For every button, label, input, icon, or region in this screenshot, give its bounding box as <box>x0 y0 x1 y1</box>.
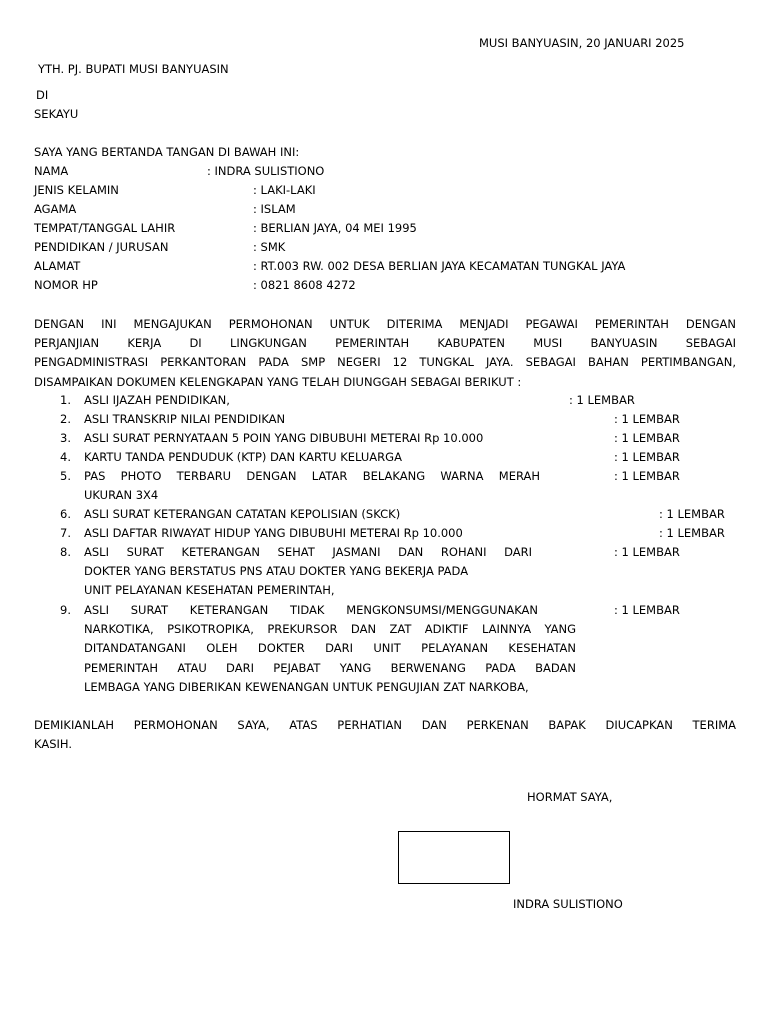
closing-line: DEMIKIANLAH PERMOHONAN SAYA, ATAS PERHATIAN DAN PERKENAN BAPAK DIUCAPKAN TERIMA <box>34 718 736 732</box>
list-item-text <box>84 391 564 410</box>
identity-value: : BERLIAN JAYA, 04 MEI 1995 <box>253 221 417 235</box>
list-item-line: KARTU TANDA PENDUDUK (KTP) DAN KARTU KELUARGA <box>84 450 402 464</box>
place-date: MUSI BANYUASIN, 20 JANUARI 2025 <box>479 36 685 50</box>
list-item-line: ASLI SURAT KETERANGAN CATATAN KEPOLISIAN (SKCK) <box>84 507 401 521</box>
signature-greeting: HORMAT SAYA, <box>527 790 613 804</box>
list-item-number: 9. <box>60 603 71 617</box>
identity-value: : SMK <box>253 240 286 254</box>
identity-value: : INDRA SULISTIONO <box>207 164 325 178</box>
list-item-line: DITANDATANGANI OLEH DOKTER DARI UNIT PELAYANAN KESEHATAN <box>84 641 576 656</box>
recipient-city: SEKAYU <box>34 107 79 121</box>
list-item-text <box>84 429 564 448</box>
list-item-line: DOKTER YANG BERSTATUS PNS ATAU DOKTER YANG BEKERJA PADA <box>84 564 469 579</box>
list-item-quantity: : 1 LEMBAR <box>569 393 635 407</box>
list-item-line: ASLI DAFTAR RIWAYAT HIDUP YANG DIBUBUHI METERAI Rp 10.000 <box>84 526 463 540</box>
identity-label: PENDIDIKAN / JURUSAN <box>34 240 169 254</box>
identity-label: TEMPAT/TANGGAL LAHIR <box>34 221 176 235</box>
list-item-number: 1. <box>60 393 71 407</box>
list-item-text <box>84 601 576 697</box>
list-item-quantity: : 1 LEMBAR <box>614 545 680 559</box>
recipient-di: DI <box>36 88 49 102</box>
list-item-quantity: : 1 LEMBAR <box>659 526 725 540</box>
identity-value: : LAKI-LAKI <box>253 183 316 197</box>
identity-label: NOMOR HP <box>34 278 98 292</box>
list-item-quantity: : 1 LEMBAR <box>659 507 725 521</box>
signature-name: INDRA SULISTIONO <box>513 897 623 911</box>
list-item-text <box>84 543 532 601</box>
list-item-quantity: : 1 LEMBAR <box>614 412 680 426</box>
identity-label: ALAMAT <box>34 259 81 273</box>
list-item-line: PAS PHOTO TERBARU DENGAN LATAR BELAKANG WARNA MERAH <box>84 469 540 483</box>
list-item-text <box>84 448 564 467</box>
stamp-box <box>398 831 510 884</box>
list-item-text <box>84 505 564 524</box>
list-item-text <box>84 524 564 543</box>
list-item-line: ASLI SURAT KETERANGAN TIDAK MENGKONSUMSI/MENGGUNAKAN <box>84 603 538 617</box>
list-item-text <box>84 410 564 429</box>
list-item-quantity: : 1 LEMBAR <box>614 603 680 617</box>
identity-label: JENIS KELAMIN <box>34 183 119 197</box>
body-line: PERJANJIAN KERJA DI LINGKUNGAN PEMERINTAH KABUPATEN MUSI BANYUASIN SEBAGAI <box>34 336 736 351</box>
identity-value: : 0821 8608 4272 <box>253 278 356 292</box>
body-line: DENGAN INI MENGAJUKAN PERMOHONAN UNTUK DITERIMA MENJADI PEGAWAI PEMERINTAH DENGAN <box>34 317 736 331</box>
list-item-text <box>84 467 540 505</box>
list-item-number: 2. <box>60 412 71 426</box>
list-item-line: UKURAN 3X4 <box>84 488 159 503</box>
list-item-line: ASLI SURAT PERNYATAAN 5 POIN YANG DIBUBUHI METERAI Rp 10.000 <box>84 431 484 445</box>
body-line: PENGADMINISTRASI PERKANTORAN PADA SMP NEGERI 12 TUNGKAL JAYA. SEBAGAI BAHAN PERTIMBANGAN, <box>34 355 736 370</box>
list-item-quantity: : 1 LEMBAR <box>614 431 680 445</box>
list-item-number: 4. <box>60 450 71 464</box>
list-item-quantity: : 1 LEMBAR <box>614 450 680 464</box>
list-item-quantity: : 1 LEMBAR <box>614 469 680 483</box>
list-item-line: ASLI SURAT KETERANGAN SEHAT JASMANI DAN ROHANI DARI <box>84 545 532 559</box>
closing-line: KASIH. <box>34 737 72 752</box>
list-item-line: ASLI IJAZAH PENDIDIKAN, <box>84 393 230 407</box>
list-item-number: 5. <box>60 469 71 483</box>
list-item-number: 8. <box>60 545 71 559</box>
recipient-line: YTH. PJ. BUPATI MUSI BANYUASIN <box>38 62 229 76</box>
closing-paragraph <box>34 716 736 754</box>
list-item-number: 6. <box>60 507 71 521</box>
list-item-number: 3. <box>60 431 71 445</box>
body-paragraph <box>34 315 736 392</box>
identity-value: : RT.003 RW. 002 DESA BERLIAN JAYA KECAMATAN TUNGKAL JAYA <box>253 259 626 273</box>
identity-label: AGAMA <box>34 202 77 216</box>
list-item-number: 7. <box>60 526 71 540</box>
list-item-line: UNIT PELAYANAN KESEHATAN PEMERINTAH, <box>84 583 335 598</box>
body-line: DISAMPAIKAN DOKUMEN KELENGKAPAN YANG TELAH DIUNGGAH SEBAGAI BERIKUT : <box>34 374 522 389</box>
intro-text: SAYA YANG BERTANDA TANGAN DI BAWAH INI: <box>34 145 300 159</box>
list-item-line: LEMBAGA YANG DIBERIKAN KEWENANGAN UNTUK PENGUJIAN ZAT NARKOBA, <box>84 679 529 694</box>
list-item-line: PEMERINTAH ATAU DARI PEJABAT YANG BERWENANG PADA BADAN <box>84 660 576 675</box>
list-item-line: ASLI TRANSKRIP NILAI PENDIDIKAN <box>84 412 286 426</box>
list-item-line: NARKOTIKA, PSIKOTROPIKA, PREKURSOR DAN ZAT ADIKTIF LAINNYA YANG <box>84 622 576 637</box>
identity-label: NAMA <box>34 164 69 178</box>
identity-value: : ISLAM <box>253 202 296 216</box>
